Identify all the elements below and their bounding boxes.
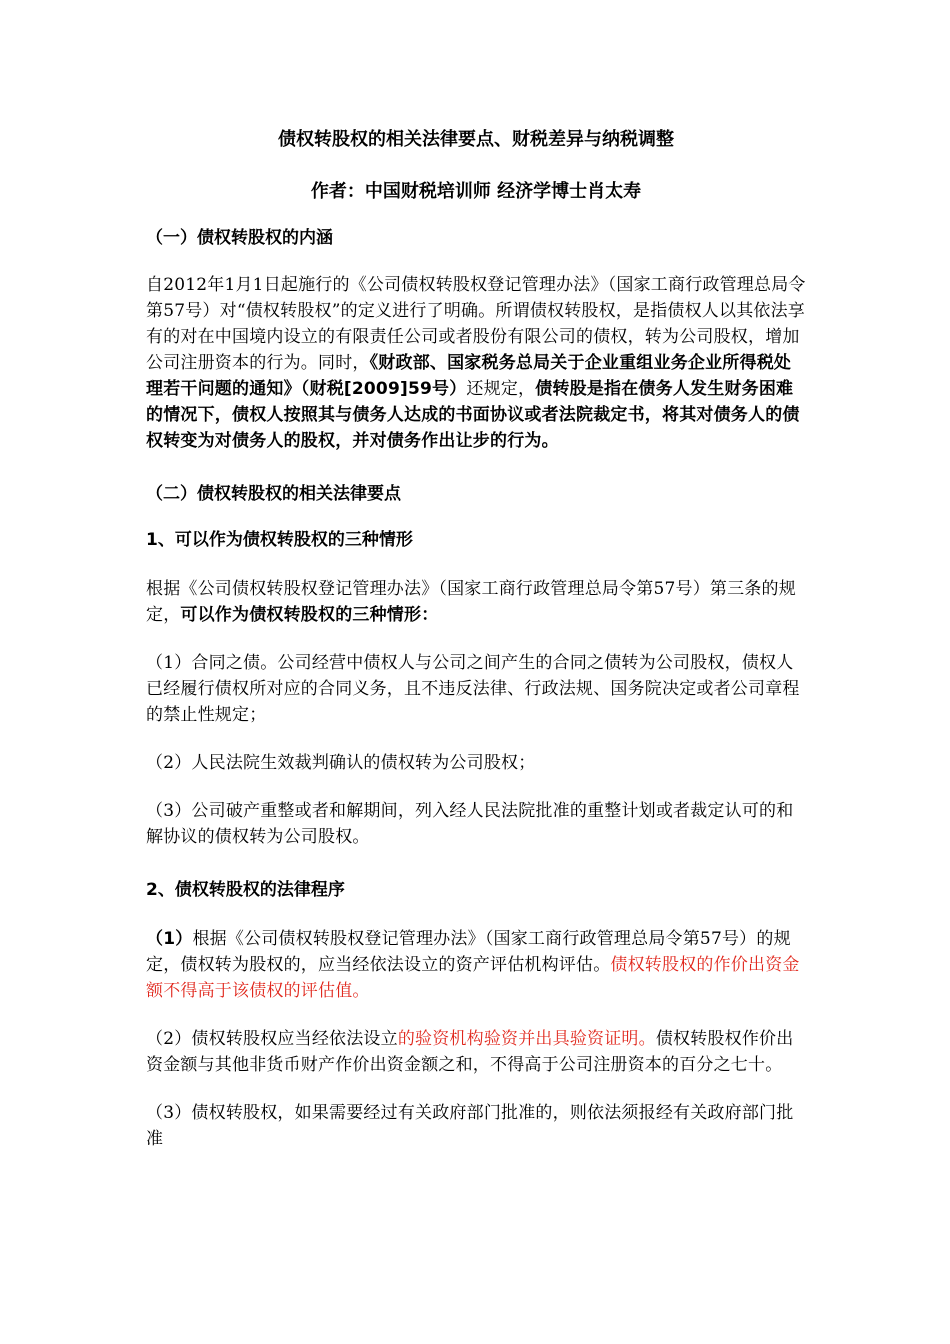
sub1-item-2: （2）人民法院生效裁判确认的债权转为公司股权；	[146, 753, 536, 773]
sub2-item-2	[146, 1026, 806, 1078]
sub2-item-2-emphasis: 的验资机构验资并出具验资证明。	[397, 1029, 656, 1049]
section2-heading: （二）债权转股权的相关法律要点	[146, 484, 401, 504]
sub1-intro-b: 可以作为债权转股权的三种情形：	[180, 605, 439, 625]
sub1-heading: 1、可以作为债权转股权的三种情形	[146, 530, 413, 550]
document-content	[146, 120, 806, 1152]
sub2-item-2-text-a: （2）债权转股权应当经依法设立	[146, 1029, 398, 1049]
sub1-intro	[146, 576, 806, 628]
document-title: 债权转股权的相关法律要点、财税差异与纳税调整	[278, 129, 674, 150]
sub2-item-1-number: （1）	[146, 929, 193, 949]
sub2-item-1	[146, 926, 806, 1004]
section1-heading: （一）债权转股权的内涵	[146, 228, 333, 248]
section1-text-c: 还规定，	[466, 379, 536, 399]
sub2-item-1-text: 根据《公司债权转股权登记管理办法》（国家工商行政管理总局令第57号）的规定，债权转为股权的，应当经依法设立的资产评估机构评估。	[146, 929, 791, 975]
sub2-item-3: （3）债权转股权，如果需要经过有关政府部门批准的，则依法须报经有关政府部门批准	[146, 1103, 794, 1149]
sub1-item-3: （3）公司破产重整或者和解期间，列入经人民法院批准的重整计划或者裁定认可的和解协议的债权转为公司股权。	[146, 801, 794, 847]
section1-paragraph	[146, 272, 806, 454]
sub1-item-1: （1）合同之债。公司经营中债权人与公司之间产生的合同之债转为公司股权，债权人已经履行债权所对应的合同义务，且不违反法律、行政法规、国务院决定或者公司章程的禁止性规定；	[146, 653, 800, 725]
sub2-item-2-text-c: 债权转股权作价出资金额与其他非货币财产作价出资金额之和，不得高于公司注册资本的百分之七十。	[146, 1029, 794, 1075]
section1-text-d: 债转股是指在债务人发生财务困难的情况下，债权人按照其与债务人达成的书面协议或者法院裁定书，将其对债务人的债权转变为对债务人的股权，并对债务作出让步的行为。	[146, 379, 800, 451]
sub2-item-1-emphasis: 债权转股权的作价出资金额不得高于该债权的评估值。	[146, 955, 800, 1001]
section1-text-a: 自2012年1月1日起施行的《公司债权转股权登记管理办法》（国家工商行政管理总局令第57号）对“债权转股权”的定义进行了明确。所谓债权转股权，是指债权人以其依法享有的对在中国境内设立的有限责任公司或者股份有限公司的债权，转为公司股权，增加公司注册资本的行为。同时，	[146, 275, 806, 373]
sub1-intro-a: 根据《公司债权转股权登记管理办法》（国家工商行政管理总局令第57号）第三条的规定，	[146, 579, 796, 625]
section1-text-b: 《财政部、国家税务总局关于企业重组业务企业所得税处理若干问题的通知》（财税[2009]59号）	[146, 353, 792, 399]
sub2-heading: 2、债权转股权的法律程序	[146, 880, 345, 900]
document-author: 作者：中国财税培训师 经济学博士肖太寿	[310, 181, 642, 202]
